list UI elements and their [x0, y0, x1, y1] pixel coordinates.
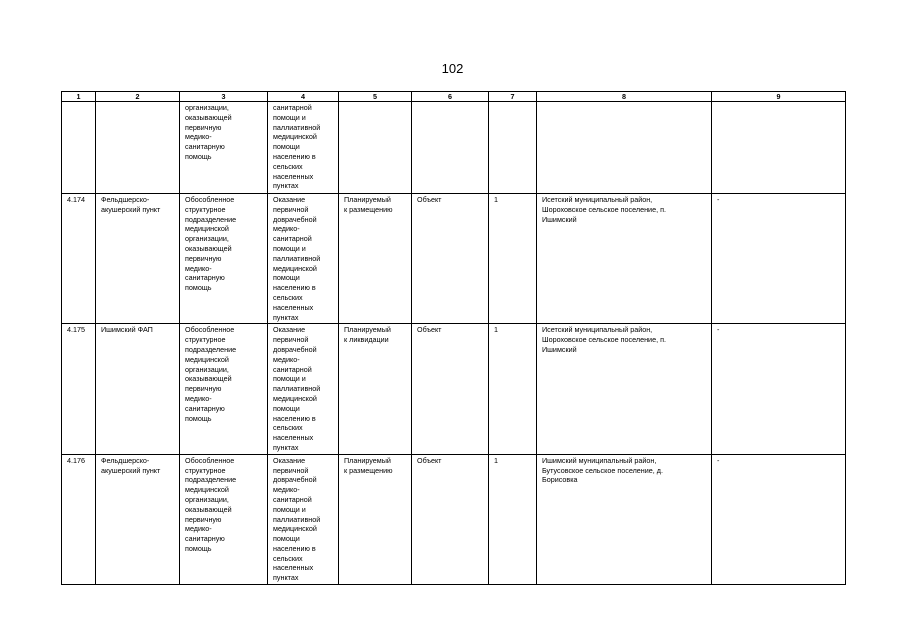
table-cell	[339, 102, 412, 194]
page-number: 102	[441, 61, 464, 76]
table-cell: 1	[489, 454, 537, 584]
table-cell	[712, 102, 846, 194]
column-header: 6	[412, 92, 489, 102]
table-cell: 4.174	[62, 194, 96, 324]
table-cell: Обособленное структурное подразделение медицинской организации, оказывающей первичную медико- санитарную помощь	[180, 194, 268, 324]
table-cell	[412, 102, 489, 194]
column-header: 7	[489, 92, 537, 102]
header-row	[62, 92, 846, 102]
table-cell: Фельдшерско- акушерский пункт	[96, 194, 180, 324]
table-row	[62, 454, 846, 584]
table-cell: организации, оказывающей первичную медико- санитарную помощь	[180, 102, 268, 194]
table-cell	[62, 102, 96, 194]
objects-table	[61, 91, 846, 585]
table-cell: Исетский муниципальный район, Шороховское сельское поселение, п. Ишимский	[537, 324, 712, 454]
table-cell: Оказание первичной доврачебной медико- санитарной помощи и паллиативной медицинской помощи населению в сельских населенных пунктах	[268, 324, 339, 454]
table-cell: -	[712, 454, 846, 584]
table-row	[62, 194, 846, 324]
column-header: 5	[339, 92, 412, 102]
table-cell: Ишимский муниципальный район, Бутусовское сельское поселение, д. Борисовка	[537, 454, 712, 584]
table-cell: Планируемый к размещению	[339, 454, 412, 584]
table-cell: санитарной помощи и паллиативной медицинской помощи населению в сельских населенных пунктах	[268, 102, 339, 194]
table-cell: Объект	[412, 194, 489, 324]
table-cell: -	[712, 324, 846, 454]
table-cell: Планируемый к размещению	[339, 194, 412, 324]
table-cell: -	[712, 194, 846, 324]
table-cell: 1	[489, 324, 537, 454]
table-cell: 1	[489, 194, 537, 324]
table-cell: Планируемый к ликвидации	[339, 324, 412, 454]
table-cell: 4.175	[62, 324, 96, 454]
table-cell: Обособленное структурное подразделение медицинской организации, оказывающей первичную медико- санитарную помощь	[180, 454, 268, 584]
table-cell: Оказание первичной доврачебной медико- санитарной помощи и паллиативной медицинской помощи населению в сельских населенных пунктах	[268, 194, 339, 324]
table-cell: Оказание первичной доврачебной медико- санитарной помощи и паллиативной медицинской помощи населению в сельских населенных пунктах	[268, 454, 339, 584]
column-header: 9	[712, 92, 846, 102]
table-cell	[489, 102, 537, 194]
table-cell: Объект	[412, 324, 489, 454]
table-cell: Фельдшерско- акушерский пункт	[96, 454, 180, 584]
table-row	[62, 324, 846, 454]
table-cell	[537, 102, 712, 194]
column-header: 3	[180, 92, 268, 102]
column-header: 4	[268, 92, 339, 102]
column-header: 8	[537, 92, 712, 102]
column-header: 2	[96, 92, 180, 102]
table-cell: Объект	[412, 454, 489, 584]
table-cell: Обособленное структурное подразделение медицинской организации, оказывающей первичную медико- санитарную помощь	[180, 324, 268, 454]
table-cell: Исетский муниципальный район, Шороховское сельское поселение, п. Ишимский	[537, 194, 712, 324]
table-cell: Ишимский ФАП	[96, 324, 180, 454]
column-header: 1	[62, 92, 96, 102]
table-row	[62, 102, 846, 194]
table-cell: 4.176	[62, 454, 96, 584]
table-cell	[96, 102, 180, 194]
